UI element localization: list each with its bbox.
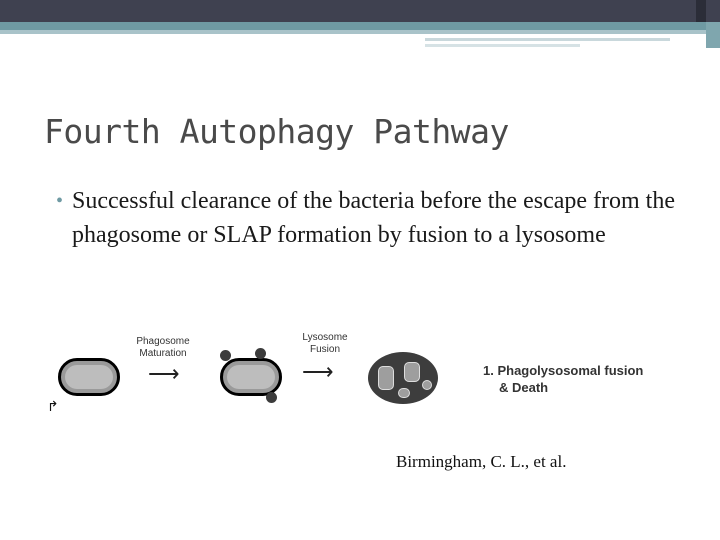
arrow1-label-line1: Phagosome (136, 336, 190, 347)
bullet-item (56, 184, 676, 252)
arrow1-label (128, 336, 198, 360)
bacterium-icon (58, 358, 120, 396)
bacterium-inner (65, 365, 113, 389)
corner-arrow-icon: ↱ (47, 398, 59, 414)
arrow1-label-line2: Maturation (139, 348, 187, 359)
outcome-label (483, 362, 643, 396)
bullet-dot-icon: • (56, 190, 64, 212)
decorative-line (425, 38, 670, 41)
outcome-line1: 1. Phagolysosomal fusion (483, 363, 644, 378)
header-right-block (706, 22, 720, 48)
vesicle-dot-icon (220, 350, 231, 361)
degraded-bacterium-icon (378, 366, 394, 390)
header-bar (0, 0, 720, 22)
arrow-right-icon: ⟶ (302, 359, 334, 384)
arrow2-label (290, 332, 360, 356)
degraded-bacterium-icon (404, 362, 420, 382)
phagosome-inner (227, 365, 275, 389)
bullet-text: Successful clearance of the bacteria before the escape from the phagosome or SLAP formation by fusion to a lysosome (72, 188, 675, 248)
decorative-line (425, 44, 580, 47)
vesicle-dot-icon (255, 348, 266, 359)
phagolysosome-icon (368, 352, 438, 404)
header-accent (696, 0, 706, 22)
header-teal-strip (0, 22, 720, 30)
pathway-diagram (40, 326, 680, 416)
phagosome-icon (220, 358, 282, 396)
degraded-bacterium-icon (398, 388, 410, 398)
header-light-strip (0, 30, 720, 34)
arrow-right-icon: ⟶ (148, 361, 180, 386)
arrow2-label-line1: Lysosome (302, 332, 348, 343)
degraded-bacterium-icon (422, 380, 432, 390)
slide-title: Fourth Autophagy Pathway (44, 112, 509, 151)
citation: Birmingham, C. L., et al. (396, 452, 567, 471)
vesicle-dot-icon (266, 392, 277, 403)
outcome-line2: & Death (499, 380, 549, 395)
arrow2-label-line2: Fusion (309, 344, 340, 355)
